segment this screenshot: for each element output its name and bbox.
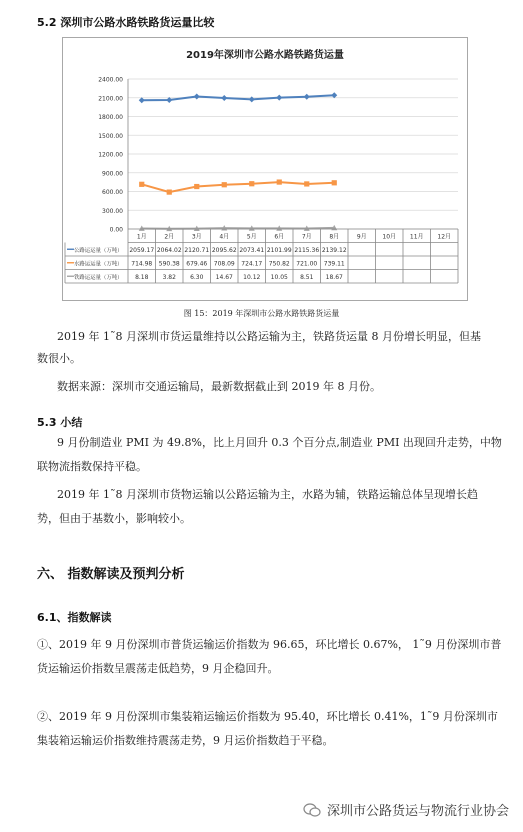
section-title-5-3: 5.3 小结 (37, 416, 83, 429)
section-title-6-1: 6.1、指数解读 (37, 611, 112, 624)
watermark-text: 深圳市公路货运与物流行业协会 (327, 804, 510, 819)
data-label: 2120.71 (184, 247, 210, 254)
data-label: 14.67 (215, 274, 233, 281)
paragraph-line: 2019 年 1˜8 月深圳市货物运输以公路运输为主，水路为辅，铁路运输总体呈现增长趋 (57, 488, 478, 501)
data-point (277, 179, 282, 184)
section-title-6: 六、 指数解读及预判分析 (37, 567, 185, 582)
data-point (167, 190, 172, 195)
chart-title: 2019年深圳市公路水路铁路货运量 (186, 50, 344, 61)
data-label: 2059.17 (129, 247, 155, 254)
y-tick-label: 1800.00 (98, 114, 123, 121)
data-label: 2115.36 (294, 247, 320, 254)
y-tick-label: 600.00 (102, 189, 123, 196)
x-tick-label: 1月 (136, 233, 147, 241)
paragraph-line: 集装箱运输运价指数维持震荡走势，9 月运价指数趋于平稳。 (37, 734, 334, 747)
data-label: 724.17 (241, 260, 263, 268)
data-label: 679.46 (186, 260, 208, 268)
data-point (304, 181, 309, 186)
chart-frame (62, 37, 468, 301)
paragraph-line: 势，但由于基数小，影响较小。 (37, 512, 191, 525)
data-label: 721.00 (296, 260, 318, 268)
data-label: 2095.62 (211, 247, 237, 254)
paragraph-line: 联物流指数保持平稳。 (37, 460, 147, 473)
data-point (194, 93, 200, 99)
x-tick-label: 10月 (382, 233, 397, 241)
data-point (221, 95, 227, 101)
data-label: 10.05 (270, 274, 288, 281)
data-label: 8.51 (300, 274, 314, 281)
paragraph-line: ②、2019 年 9 月份深圳市集装箱运输运价指数为 95.40，环比增长 0.41%，1˜9 月份深圳市 (37, 710, 498, 723)
data-point (139, 97, 145, 103)
data-label: 708.09 (213, 260, 235, 268)
data-point (194, 184, 199, 189)
y-tick-label: 0.00 (109, 226, 123, 234)
paragraph-line: 9 月份制造业 PMI 为 49.8%，比上月回升 0.3 个百分点,制造业 PMI 出现回升走势，中物 (57, 436, 502, 449)
y-tick-label: 2100.00 (98, 95, 123, 103)
paragraph-line: ①、2019 年 9 月份深圳市普货运输运价指数为 96.65，环比增长 0.67%， 1˜9 月份深圳市普 (37, 638, 502, 651)
paragraph-line: 货运输运价指数呈震荡走低趋势，9 月企稳回升。 (37, 662, 279, 675)
data-label: 10.12 (243, 274, 261, 281)
legend-label: 水路运运量（万吨） (74, 261, 123, 268)
y-tick-label: 900.00 (102, 170, 123, 178)
data-label: 2101.99 (266, 247, 292, 254)
data-point (332, 180, 337, 185)
data-label: 739.11 (323, 260, 345, 268)
data-point (249, 96, 255, 102)
figure-caption: 图 15：2019 年深圳市公路水路铁路货运量 (183, 309, 340, 318)
watermark (303, 800, 509, 819)
x-tick-label: 12月 (437, 233, 452, 241)
data-point (276, 95, 282, 101)
x-tick-label: 2月 (164, 233, 175, 241)
freight-line-chart (63, 38, 467, 300)
data-label: 2073.41 (239, 247, 265, 254)
paragraph-line: 数很小。 (37, 352, 81, 365)
y-tick-label: 1500.00 (98, 132, 123, 140)
data-label: 8.18 (135, 274, 149, 281)
y-tick-label: 2400.00 (98, 76, 123, 84)
data-label: 590.38 (158, 260, 180, 268)
data-point (304, 94, 310, 100)
data-label: 18.67 (325, 274, 343, 281)
data-label: 6.30 (190, 274, 204, 281)
legend-label: 公路运运量（万吨） (74, 248, 123, 254)
section-title-5-2: 5.2 深圳市公路水路铁路货运量比较 (37, 16, 215, 29)
paragraph-line: 2019 年 1˜8 月深圳市货运量维持以公路运输为主，铁路货运量 8 月份增长明显，但基 (57, 330, 481, 343)
legend-label: 铁路运运量（万吨） (74, 275, 123, 281)
x-tick-label: 6月 (274, 233, 285, 241)
data-label: 2064.02 (156, 247, 182, 254)
x-tick-label: 7月 (301, 233, 312, 241)
x-tick-label: 3月 (191, 233, 202, 241)
data-point (139, 182, 144, 187)
chat-bubble-icon (303, 802, 321, 818)
data-label: 3.82 (162, 274, 176, 281)
data-point (222, 182, 227, 187)
x-tick-label: 8月 (329, 233, 340, 241)
x-tick-label: 11月 (409, 233, 424, 241)
data-point (249, 181, 254, 186)
x-tick-label: 9月 (356, 233, 367, 241)
data-source-note: 数据来源：深圳市交通运输局，最新数据截止到 2019 年 8 月份。 (57, 380, 381, 393)
data-label: 714.98 (131, 260, 153, 268)
y-tick-label: 300.00 (102, 207, 123, 215)
x-tick-label: 4月 (219, 233, 230, 241)
x-tick-label: 5月 (246, 233, 257, 241)
data-label: 2139.12 (321, 247, 347, 254)
data-label: 750.82 (268, 260, 290, 268)
y-tick-label: 1200.00 (98, 151, 123, 159)
